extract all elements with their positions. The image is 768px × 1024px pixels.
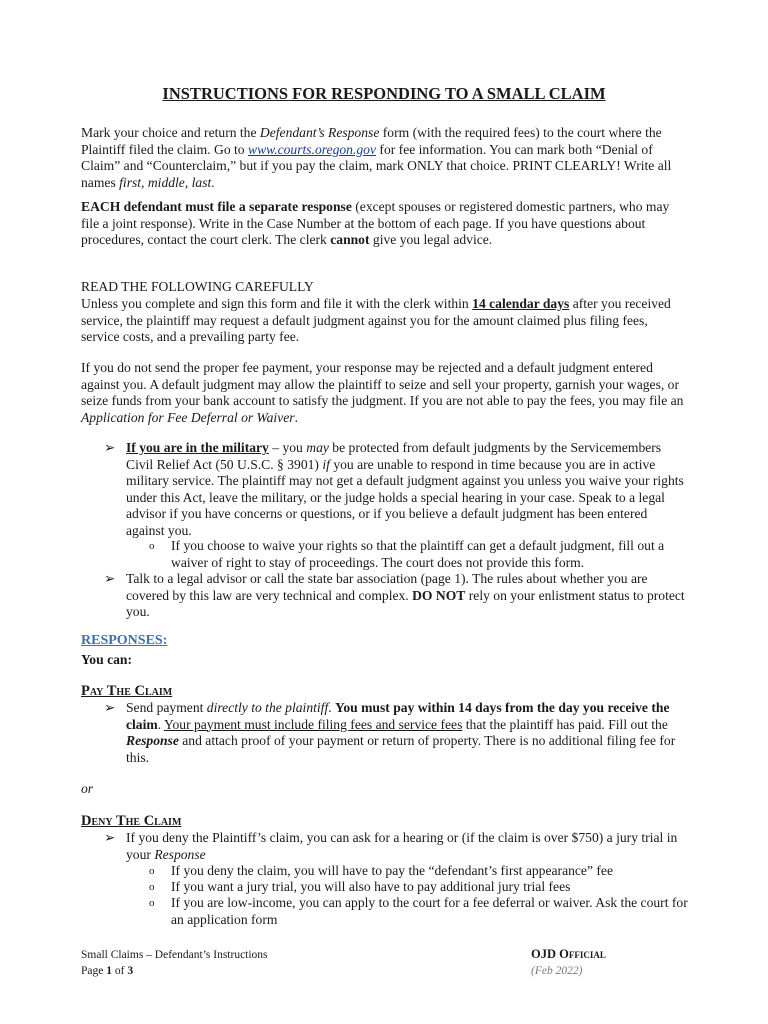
deny-subitem-jury: If you want a jury trial, you will also have to pay additional jury trial fees [171,879,571,894]
document-title: INSTRUCTIONS FOR RESPONDING TO A SMALL CLAIM [162,84,606,103]
pay-text-2: . [328,700,336,715]
separate-text-2: give you legal advice. [369,232,493,247]
pay-text-1: Send payment [126,700,207,715]
page-prefix: Page [81,965,107,977]
separate-response-paragraph [81,199,688,249]
pay-fees-underline: Your payment must include filing fees and service fees [164,716,463,732]
deny-subitem-waiver: If you are low-income, you can apply to the court for a fee deferral or waiver. Ask the court for an application form [171,895,688,927]
intro-text-1: Mark your choice and return the [81,125,260,140]
page-total: 3 [127,965,134,977]
deadline-days: 14 calendar days [472,296,570,311]
pay-text-4: that the plaintiff has paid. Fill out the [462,716,668,732]
responses-heading: RESPONSES: [81,633,168,648]
fee-text-2: . [294,409,298,425]
intro-text-2: form (with the required fees) to the court where the Plaintiff filed the claim. Go to [81,125,662,157]
intro-text-4: . [211,174,215,190]
deadline-text-1: Unless you complete and sign this form and file it with the clerk within [81,296,473,311]
you-can-label: You can: [81,652,132,667]
deny-text-1: If you deny the Plaintiff’s claim, you can ask for a hearing or (if the claim is over $750) a jury trial in your [126,830,678,862]
fee-text-1: If you do not send the proper fee payment, your response may be rejected and a default judgment entered against you. A default judgment may allow the plaintiff to seize and sell your property, garnish your wages, or seize funds from your bank account to satisfy the judgment. If you are not able to pay the fees, you may file an [81,360,684,408]
fee-paragraph [81,360,688,426]
advisor-text-2: rely on your enlistment status to protect you. [126,587,685,619]
pay-response-form: Response [126,733,179,748]
intro-form-name: Defendant’s Response [259,125,380,140]
do-not-emphasis: DO NOT [412,587,466,603]
pay-text-3: . [157,716,165,732]
military-text-2: be protected from default judgments by the Servicemembers Civil Relief Act (50 U.S.C. § 3901) [126,440,662,472]
pay-deadline-bold: You must pay within 14 days from the day you receive the claim [126,700,670,732]
military-lead: If you are in the military [126,440,269,455]
intro-paragraph [81,125,688,191]
deny-response-form: Response [154,846,206,862]
fee-waiver-application: Application for Fee Deferral or Waiver [81,409,295,425]
arrow-bullet-icon: ➢ [104,830,116,845]
footer-date: (Feb 2022) [531,965,583,977]
deadline-paragraph [81,296,688,346]
arrow-bullet-icon: ➢ [104,440,116,455]
arrow-bullet-icon: ➢ [104,700,116,715]
cannot-emphasis: cannot [330,232,370,247]
military-if: if [322,456,330,472]
footer-form-title: Small Claims – Defendant’s Instructions [81,949,268,961]
circle-bullet-icon: o [149,881,155,893]
military-text-1: – you [268,440,307,455]
footer-page-number [81,964,133,979]
intro-text-3: for fee information. You can mark both “Denial of Claim” and “Counterclaim,” but if you pay the claim, mark ONLY that choice. PRINT CLEARLY! Write all names [81,141,672,190]
military-text-3: you are unable to respond in time because you are in active military service. The plaintiff may not get a default judgment against you unless you waive your rights under this Act, leave the military, or the judge holds a special hearing in your case. Speak to a legal advisor if you have concerns or questions, or if you believe a default judgment has been entered against you. [126,456,684,538]
deny-claim-heading: Deny The Claim [81,813,182,829]
or-separator: or [81,781,94,796]
intro-names: first, middle, last [119,174,212,190]
pay-text-5: and attach proof of your payment or return of property. There is no additional filing fee for this. [126,733,676,765]
circle-bullet-icon: o [149,865,155,877]
read-carefully-heading: READ THE FOLLOWING CAREFULLY [81,279,314,294]
circle-bullet-icon: o [149,897,155,909]
page-of: of [111,965,128,977]
military-may: may [306,440,329,455]
military-waiver-subitem: If you choose to waive your rights so that the plaintiff can get a default judgment, fill out a waiver of right to stay of proceedings. The court does not provide this form. [171,538,665,570]
military-bullet-text [126,440,688,539]
advisor-text-1: Talk to a legal advisor or call the state bar association (page 1). The rules about whether you are covered by this law are very technical and complex. [126,571,648,603]
pay-directly: directly to the plaintiff [206,700,329,715]
separate-response-bold: EACH defendant must file a separate response [81,199,352,214]
arrow-bullet-icon: ➢ [104,571,116,586]
page-current: 1 [106,965,112,977]
legal-advisor-bullet-text [126,571,688,621]
deny-claim-bullet-text [126,830,688,863]
courts-website-link[interactable]: www.courts.oregon.gov [248,141,377,157]
deadline-text-2: after you received service, the plaintiff may request a default judgment against you for the amount claimed plus filing fees, service costs, and a prevailing party fee. [81,296,671,344]
deny-subitem-fee: If you deny the claim, you will have to pay the “defendant’s first appearance” fee [171,863,613,878]
pay-claim-heading: Pay The Claim [81,683,173,699]
pay-claim-bullet-text [126,700,688,766]
separate-text-1: (except spouses or registered domestic partners, who may file a joint response). Write in the Case Number at the bottom of each page. If you have questions about procedures, contact the court clerk. The clerk [81,199,670,247]
footer-ojd-official: OJD Official [531,947,606,961]
circle-bullet-icon: o [149,540,155,552]
